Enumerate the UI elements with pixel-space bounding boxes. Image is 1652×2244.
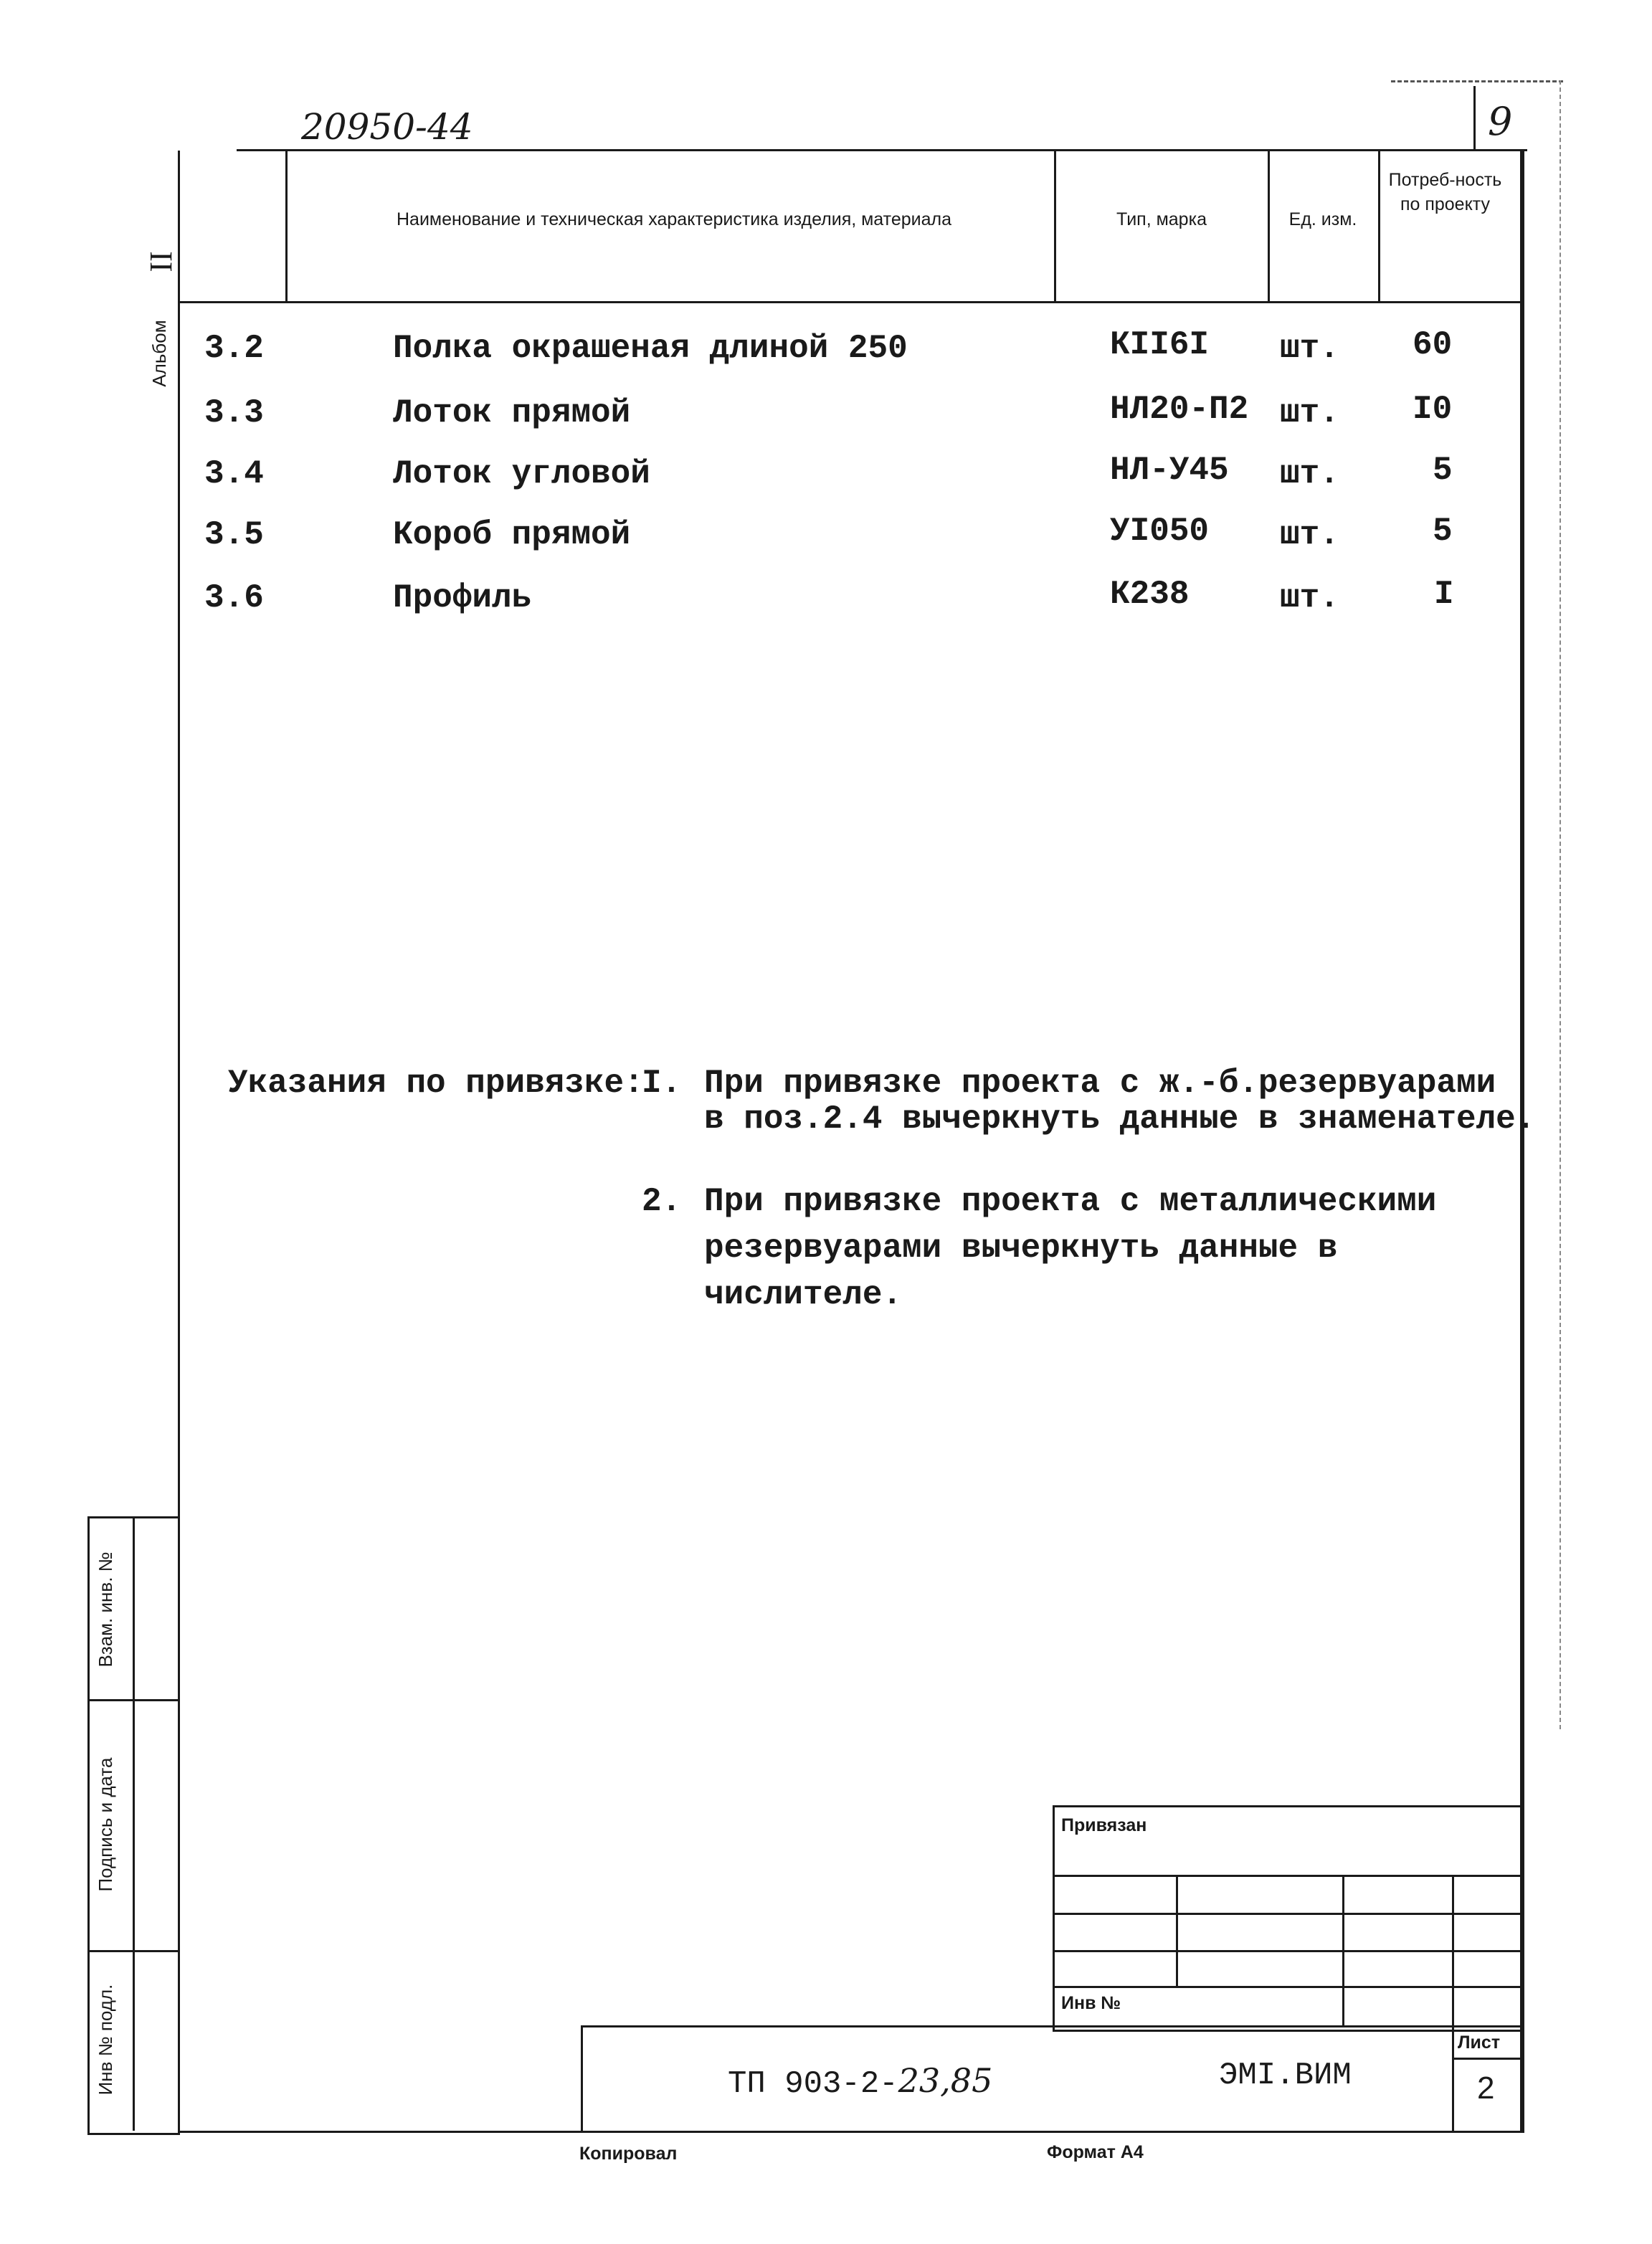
row-unit: шт. [1280,330,1339,367]
row-pos: 3.3 [204,394,264,432]
row-name: Короб прямой [393,516,631,553]
row-name: Лоток прямой [393,394,631,432]
row-mark: К238 [1110,576,1190,613]
album-label: Альбом [148,320,170,387]
header-col-divider-3 [1268,151,1270,303]
title-block-sheet-divider [1452,2025,1454,2131]
row-qty: 5 [1433,513,1453,550]
header-quantity: Потреб-ность по проекту [1388,170,1502,214]
right-dashed-edge [1560,80,1561,1729]
privyazan-col-2 [1342,1875,1344,2027]
row-unit: шт. [1280,455,1339,493]
notes-title: Указания по привязке: [228,1065,644,1102]
sheet-label: Лист [1458,2033,1501,2053]
row-qty: I0 [1413,391,1453,428]
row-qty: 5 [1433,452,1453,489]
privyazan-sep-3 [1053,1950,1520,1952]
note-1-line-2: в поз.2.4 вычеркнуть данные в знаменателе. [704,1100,1536,1138]
row-pos: 3.6 [204,579,264,617]
side-vzam-label: Взам. инв. № [95,1551,116,1668]
sheet-number: 2 [1477,2071,1495,2106]
privyazan-col-1 [1176,1875,1178,1988]
row-unit: шт. [1280,579,1339,617]
format-label: Формат А4 [1047,2142,1144,2162]
side-inv-label: Инв № подл. [95,1984,116,2096]
copied-label: Копировал [579,2144,678,2164]
row-qty: I [1434,576,1454,613]
note-1-number: I. [642,1065,682,1102]
note-2-line-1: При привязке проекта с металлическими [704,1183,1437,1220]
row-pos: 3.4 [204,455,264,493]
note-1-line-1: При привязке проекта с ж.-б.резервуарами [704,1065,1496,1102]
document-designation-printed: ТП 903-2- [728,2066,898,2102]
row-pos: 3.5 [204,516,264,553]
row-mark: УI050 [1110,513,1210,550]
title-block [581,2025,1522,2133]
inv-no-label: Инв № [1061,1993,1121,2013]
document-code: ЭМI.ВИМ [1219,2058,1352,2093]
document-designation-handwritten: 23,85 [898,2061,993,2100]
header-col-divider-1 [285,151,288,303]
header-type: Тип, марка [1116,209,1207,229]
row-qty: 60 [1413,326,1453,363]
sheet-label-divider [1452,2058,1520,2060]
privyazan-sep-4 [1053,1986,1520,1988]
document-code-handwritten: 20950-44 [301,106,473,148]
privyazan-sep-1 [1053,1875,1520,1877]
privyazan-label: Привязан [1061,1815,1147,1835]
page-number: 9 [1488,99,1513,144]
row-unit: шт. [1280,394,1339,432]
row-mark: КII6I [1110,326,1210,363]
row-pos: 3.2 [204,330,264,367]
album-number: II [143,251,179,272]
row-name: Полка окрашеная длиной 250 [393,330,908,367]
top-border-dashed [1391,80,1563,82]
side-podpis-label: Подпись и дата [95,1757,116,1892]
note-2-number: 2. [642,1183,682,1220]
header-col-divider-4 [1378,151,1380,303]
page-number-divider [1473,86,1476,151]
header-col-divider-2 [1054,151,1056,303]
row-name: Лоток угловой [393,455,650,493]
note-2-line-3: числителе. [704,1276,903,1313]
row-name: Профиль [393,579,532,617]
privyazan-sep-2 [1053,1913,1520,1915]
header-bottom-line [178,301,1520,303]
row-unit: шт. [1280,516,1339,553]
document-designation [728,2061,992,2102]
row-mark: НЛ20-П2 [1110,391,1249,428]
row-mark: НЛ-У45 [1110,452,1229,489]
header-unit: Ед. изм. [1288,209,1357,229]
side-stamp-sep-1 [87,1699,178,1701]
header-name: Наименование и техническая характеристика изделия, материала [397,209,951,229]
note-2-line-2: резервуарами вычеркнуть данные в [704,1230,1338,1267]
privyazan-col-3 [1452,1875,1454,2027]
side-stamp-divider [133,1516,135,2131]
